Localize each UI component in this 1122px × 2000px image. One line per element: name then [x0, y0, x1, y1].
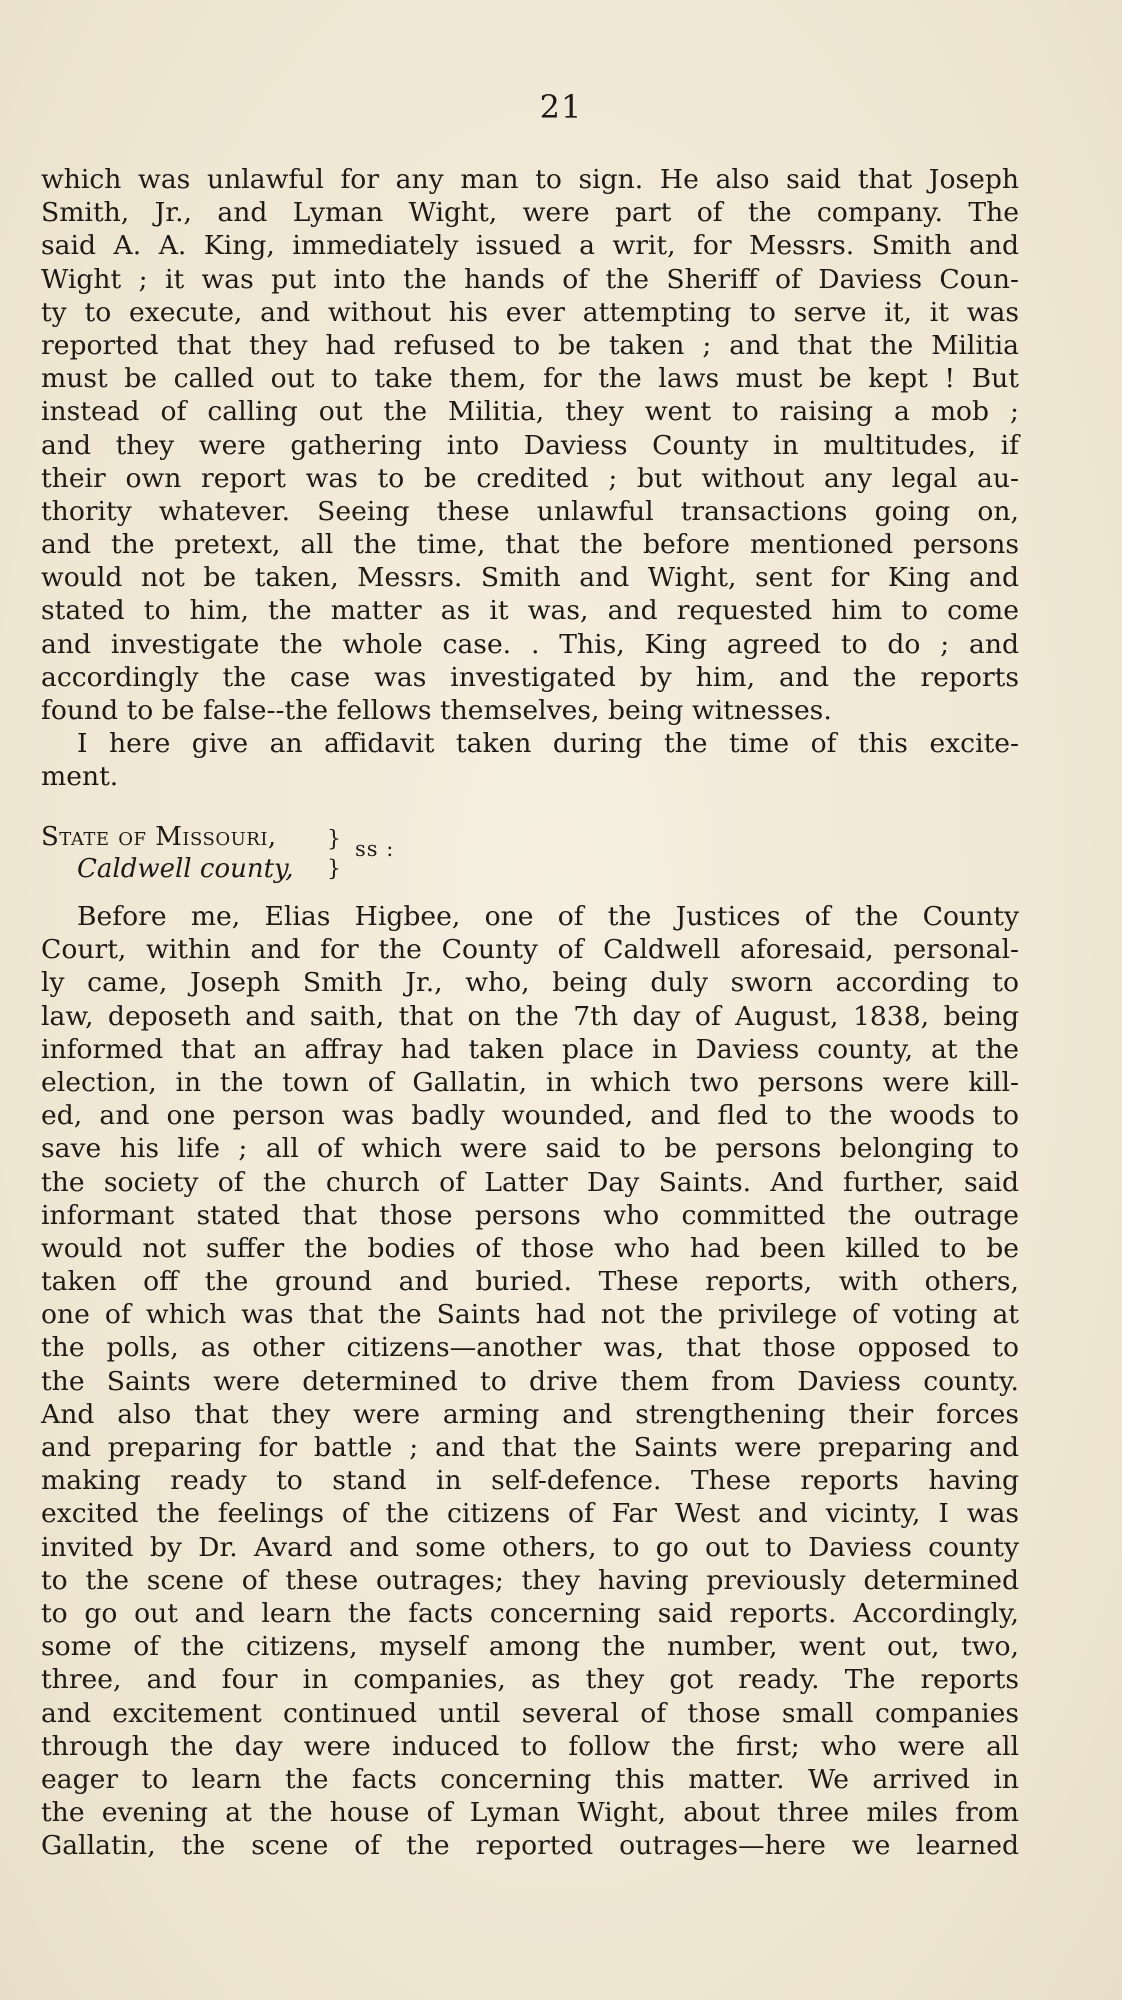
text-line: informant stated that those persons who committed the outrage [41, 1199, 1019, 1231]
text-line: ment. [41, 761, 119, 793]
text-line: invited by Dr. Avard and some others, to go out to Daviess county [41, 1531, 1019, 1563]
text-line: reported that they had refused to be taken ; and that the Militia [41, 329, 1019, 361]
text-line: and investigate the whole case. . This, King agreed to do ; and [41, 628, 1019, 660]
text-line: three, and four in companies, as they got ready. The reports [41, 1664, 1019, 1696]
venue-ss: ss : [355, 837, 395, 861]
text-line: to go out and learn the facts concerning said reports. Accordingly, [41, 1597, 1019, 1629]
text-line: which was unlawful for any man to sign. He also said that Joseph [41, 164, 1019, 195]
text-line: instead of calling out the Militia, they went to raising a mob ; [41, 396, 1019, 428]
text-line: and preparing for battle ; and that the Saints were preparing and [41, 1432, 1019, 1463]
text-line: the evening at the house of Lyman Wight, about three miles from [41, 1797, 1019, 1829]
text-line: ly came, Joseph Smith Jr., who, being duly sworn according to [41, 967, 1019, 999]
text-line: Court, within and for the County of Caldwell aforesaid, personal- [41, 934, 1019, 966]
text-line: informed that an affray had taken place in Daviess county, at the [41, 1033, 1019, 1065]
text-line: the Saints were determined to drive them from Daviess county. [41, 1365, 1019, 1397]
text-line: found to be false--the fellows themselves, being witnesses. [41, 695, 832, 726]
text-line: Smith, Jr., and Lyman Wight, were part of the company. The [41, 197, 1019, 229]
paragraph-affidavit [41, 900, 1019, 1862]
text-line: making ready to stand in self-defence. These reports having [41, 1465, 1019, 1497]
text-line: one of which was that the Saints had not the privilege of voting at [41, 1299, 1019, 1331]
text-line: accordingly the case was investigated by him, and the reports [41, 661, 1019, 693]
text-line: through the day were induced to follow the first; who were all [41, 1730, 1019, 1762]
text-line: must be called out to take them, for the laws must be kept ! But [41, 363, 1019, 395]
text-line: I here give an affidavit taken during the time of this excite- [77, 728, 1019, 760]
text-line: the polls, as other citizens—another was, that those opposed to [41, 1332, 1019, 1364]
text-line: excited the feelings of the citizens of Far West and vicinty, I was [41, 1498, 1019, 1530]
text-line: and the pretext, all the time, that the before mentioned persons [41, 529, 1019, 561]
paragraph-narrative [41, 163, 1019, 794]
text-line: to the scene of these outrages; they having previously determined [41, 1564, 1019, 1596]
text-line: Wight ; it was put into the hands of the Sheriff of Daviess Coun- [41, 263, 1019, 295]
text-line: would not suffer the bodies of those who had been killed to be [41, 1232, 1019, 1264]
page-number: 21 [539, 88, 583, 126]
text-line: would not be taken, Messrs. Smith and Wight, sent for King and [41, 562, 1019, 594]
venue-brace [327, 826, 341, 882]
brace-bottom: } [327, 856, 341, 881]
text-line: some of the citizens, myself among the number, went out, two, [41, 1631, 1019, 1663]
text-line: eager to learn the facts concerning this matter. We arrived in [41, 1763, 1019, 1795]
text-line: Before me, Elias Higbee, one of the Justices of the County [77, 901, 1019, 932]
venue-caption [41, 821, 294, 885]
text-line: ty to execute, and without his ever attempting to serve it, it was [41, 296, 1019, 328]
venue-county: Caldwell county, [77, 854, 294, 884]
text-line: ed, and one person was badly wounded, and fled to the woods to [41, 1100, 1019, 1132]
text-line: election, in the town of Gallatin, in which two persons were kill- [41, 1066, 1019, 1098]
text-line: taken off the ground and buried. These reports, with others, [41, 1266, 1019, 1298]
text-line: thority whatever. Seeing these unlawful transactions going on, [41, 495, 1019, 527]
text-line: stated to him, the matter as it was, and requested him to come [41, 595, 1019, 627]
text-line: their own report was to be credited ; but without any legal au- [41, 462, 1019, 494]
text-line: law, deposeth and saith, that on the 7th day of August, 1838, being [41, 1000, 1019, 1032]
text-line: and excitement continued until several of those small companies [41, 1697, 1019, 1729]
text-line: And also that they were arming and strengthening their forces [41, 1398, 1019, 1430]
brace-top: } [327, 827, 341, 852]
text-line: and they were gathering into Daviess County in multitudes, if [41, 429, 1019, 461]
text-line: save his life ; all of which were said to be persons belonging to [41, 1133, 1019, 1165]
text-line: said A. A. King, immediately issued a writ, for Messrs. Smith and [41, 230, 1019, 262]
venue-state: State of Missouri, [41, 822, 277, 852]
text-line: Gallatin, the scene of the reported outrages—here we learned [41, 1830, 1019, 1862]
text-line: the society of the church of Latter Day Saints. And further, said [41, 1166, 1019, 1198]
